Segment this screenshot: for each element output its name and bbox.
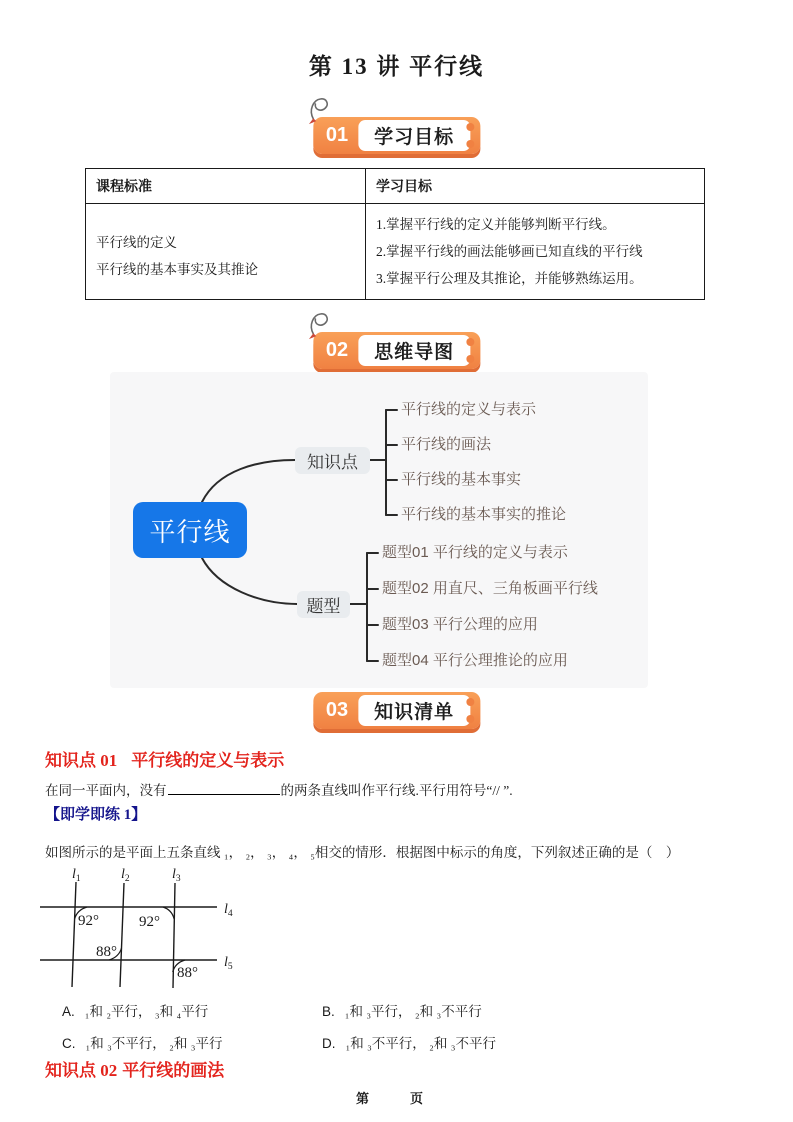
- course-standard-cell: [86, 204, 366, 300]
- learning-goal-cell: [366, 204, 705, 300]
- angle-arc: [163, 907, 174, 919]
- mindmap-root-node: 平行线: [133, 502, 247, 558]
- page-footer: 第 页: [355, 1091, 437, 1106]
- definition-post: 的两条直线叫作平行线.平行用符号“// ”.: [280, 783, 513, 798]
- kp01-title: 平行线的定义与表示: [131, 751, 285, 770]
- table-body-row: [86, 204, 705, 300]
- standard-line: 平行线的定义: [96, 235, 177, 250]
- mindmap-branch-problem-types: 题型: [297, 591, 350, 618]
- angle-label-88-right: 88°: [177, 965, 198, 981]
- option-letter: B.: [322, 1004, 335, 1019]
- definition-pre: 在同一平面内，没有: [45, 783, 167, 798]
- badge-label: 思维导图: [358, 335, 470, 366]
- mindmap-leaf: 题型01 平行线的定义与表示: [382, 544, 568, 561]
- option-b[interactable]: [322, 1000, 482, 1020]
- section-badge-01: [313, 117, 480, 154]
- label-l5: $l_5$: [224, 955, 233, 972]
- practice-label: 【即学即练 1】: [45, 807, 147, 823]
- mindmap-branch-knowledge: 知识点: [295, 447, 370, 474]
- parallel-lines-figure: [40, 862, 290, 997]
- option-d[interactable]: [322, 1032, 496, 1052]
- mindmap-leaf: 题型02 用直尺、三角板画平行线: [382, 580, 598, 597]
- pin-icon: [305, 310, 333, 340]
- knowledge-point-02-heading: [45, 1056, 224, 1081]
- question-stem: 如图所示的是平面上五条直线 ₁， ₂， ₃， ₄， ₅相交的情形．根据图中标示的角度，下列叙述正确的是（ ）: [45, 845, 680, 860]
- angle-label-92-right: 92°: [139, 914, 160, 930]
- definition-sentence: [45, 779, 513, 799]
- kp02-label: 知识点 02: [45, 1061, 118, 1080]
- label-l3: $l_3$: [172, 867, 181, 884]
- option-text: ₁和 ₃不平行， ₂和 ₃不平行: [345, 1036, 496, 1051]
- fill-in-blank[interactable]: [168, 781, 280, 795]
- line-l3: [173, 883, 175, 988]
- option-text: ₁和 ₃平行， ₂和 ₃不平行: [344, 1004, 482, 1019]
- option-letter: C.: [62, 1036, 76, 1051]
- angle-label-88-left: 88°: [96, 944, 117, 960]
- line-l2: [120, 883, 124, 987]
- table-header-row: [86, 169, 705, 204]
- mindmap-leaf: 平行线的定义与表示: [401, 401, 537, 418]
- header-course-standard: 课程标准: [86, 169, 366, 204]
- knowledge-point-01-heading: [45, 746, 284, 771]
- goal-line: 3.掌握平行公理及其推论，并能够熟练运用。: [376, 271, 643, 286]
- mindmap-leaf: 题型04 平行公理推论的应用: [382, 652, 568, 669]
- label-l2: $l_2$: [121, 867, 130, 884]
- badge-number: 01: [325, 124, 349, 146]
- mindmap-leaf: 题型03 平行公理的应用: [382, 616, 538, 633]
- section-badge-03: [313, 692, 480, 729]
- header-learning-goal: 学习目标: [366, 169, 705, 204]
- mindmap-leaf: 平行线的画法: [401, 436, 492, 453]
- option-text: ₁和 ₂平行， ₃和 ₄平行: [84, 1004, 209, 1019]
- label-l4: $l_4$: [224, 902, 233, 919]
- option-letter: A.: [62, 1004, 75, 1019]
- badge-number: 03: [325, 699, 349, 721]
- angle-label-92-left: 92°: [78, 913, 99, 929]
- section-badge-02: [313, 332, 480, 369]
- mindmap-leaf: 平行线的基本事实: [401, 471, 522, 488]
- option-text: ₁和 ₃不平行， ₂和 ₃平行: [85, 1036, 223, 1051]
- objectives-table: [85, 168, 705, 300]
- option-c[interactable]: [62, 1032, 222, 1052]
- badge-label: 学习目标: [358, 120, 470, 151]
- kp02-title: 平行线的画法: [122, 1061, 225, 1080]
- option-letter: D.: [322, 1036, 336, 1051]
- kp01-label: 知识点 01: [45, 751, 118, 770]
- label-l1: $l_1$: [72, 867, 81, 884]
- line-l1: [72, 882, 76, 987]
- mindmap-leaf: 平行线的基本事实的推论: [401, 506, 567, 523]
- goal-line: 2.掌握平行线的画法能够画已知直线的平行线: [376, 244, 643, 259]
- goal-line: 1.掌握平行线的定义并能够判断平行线。: [376, 217, 616, 232]
- pin-icon: [305, 95, 333, 125]
- badge-number: 02: [325, 339, 349, 361]
- mindmap-panel: [110, 372, 648, 688]
- page-title: 第 13 讲 平行线: [308, 54, 485, 79]
- standard-line: 平行线的基本事实及其推论: [96, 262, 258, 277]
- badge-label: 知识清单: [358, 695, 470, 726]
- option-a[interactable]: [62, 1000, 208, 1020]
